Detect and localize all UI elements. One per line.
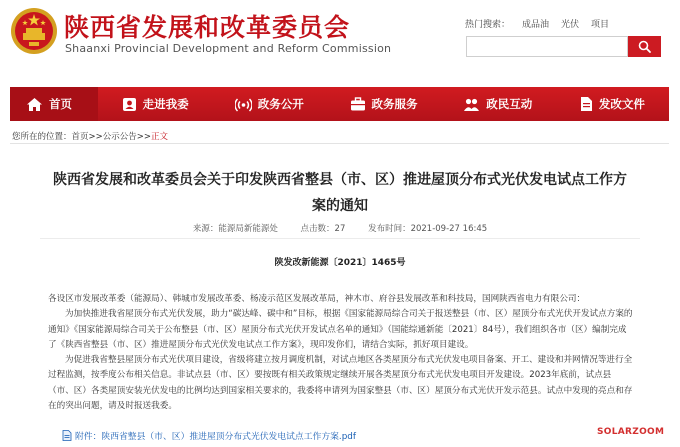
document-number: 陕发改新能源〔2021〕1465号	[274, 258, 406, 268]
main-nav	[10, 87, 669, 121]
attachment-label: 附件：陕西省整县（市、区）推进屋顶分布式光伏发电试点工作方案.pdf	[75, 432, 356, 442]
user-icon	[122, 97, 137, 112]
home-icon	[26, 97, 43, 112]
search-icon	[638, 40, 651, 53]
article-date: 发布时间：2021-09-27 16:45	[368, 224, 488, 234]
breadcrumb-current: 正文	[151, 132, 169, 142]
nav-item-services[interactable]	[326, 87, 440, 121]
site-header	[0, 0, 680, 80]
attachment-link[interactable]	[62, 429, 356, 442]
briefcase-icon	[350, 97, 366, 111]
nav-item-open-government[interactable]	[212, 87, 326, 121]
breadcrumb-home-link[interactable]: 首页	[71, 132, 89, 142]
people-icon	[463, 97, 480, 112]
site-title: 陕西省发展和改革委员会	[64, 13, 351, 42]
breadcrumb	[12, 130, 168, 142]
hot-search	[465, 17, 621, 30]
nav-item-label: 政务公开	[257, 97, 304, 111]
nav-item-label: 走进我委	[142, 97, 189, 111]
article-title	[30, 167, 650, 219]
breadcrumb-section-link[interactable]: 公示公告	[102, 132, 137, 142]
breadcrumb-separator: >>	[136, 132, 152, 142]
article-views: 点击数：27	[300, 224, 346, 234]
broadcast-icon	[235, 97, 252, 112]
article-title-line: 案的通知	[312, 198, 368, 214]
article-title-line: 陕西省发展和改革委员会关于印发陕西省整县（市、区）推进屋顶分布式光伏发电试点工作方	[53, 172, 627, 188]
article-source: 来源：能源局新能源处	[192, 224, 278, 234]
hot-keyword-2[interactable]: 光伏	[561, 20, 580, 30]
divider	[40, 238, 640, 239]
breadcrumb-prefix: 您所在的位置：	[12, 132, 72, 142]
search-button[interactable]	[628, 36, 661, 57]
article-paragraph: 为加快推进我省屋顶分布式光伏发展，助力“碳达峰、碳中和”目标，根据《国家能源局综合司关于报送整县（市、区）屋顶分布式光伏开发试点方案的通知》《国家能源局综合司关于公布整县（市、区）屋顶分布式光伏开发试点名单的通知》（国能综通新能〔2021〕84号），我们组织各市（区）编制完成了《陕西省整县（市、区）推进屋顶分布式光伏发电试点工作方案》，现印发你们，请结合实际，抓好项目建设。	[48, 309, 633, 350]
nav-item-documents[interactable]	[555, 87, 669, 121]
watermark: SOLARZOOM	[597, 427, 665, 437]
nav-item-about[interactable]	[98, 87, 212, 121]
article-paragraph: 各设区市发展改革委（能源局）、韩城市发展改革委、杨凌示范区发展改革局，神木市、府谷县发展改革和科技局，国网陕西省电力有限公司：	[48, 294, 586, 304]
divider	[10, 143, 669, 144]
article-body	[48, 292, 634, 414]
site-subtitle: Shaanxi Provincial Development and Reform Commission	[65, 42, 392, 55]
nav-item-label: 政务服务	[371, 97, 418, 111]
nav-item-label: 发改文件	[598, 97, 645, 111]
article-meta	[0, 222, 680, 234]
nav-item-home[interactable]	[10, 87, 98, 121]
hot-keyword-3[interactable]: 项目	[591, 20, 610, 30]
nav-item-interaction[interactable]	[441, 87, 555, 121]
pdf-icon	[62, 430, 72, 441]
hot-search-label: 热门搜索：	[465, 20, 511, 30]
nav-item-label: 政民互动	[486, 97, 533, 111]
search-input[interactable]	[466, 36, 628, 57]
document-icon	[579, 96, 593, 112]
nav-item-label: 首页	[49, 97, 72, 111]
breadcrumb-separator: >>	[88, 132, 103, 142]
hot-keyword-1[interactable]: 成品油	[522, 20, 550, 30]
article-paragraph: 为促进我省整县屋顶分布式光伏项目建设，省级将建立按月调度机制，对试点地区各类屋顶分布式光伏发电项目备案、开工、建设和并网情况等进行全过程监测，按季度公布相关信息。非试点县（市、区）要按既有相关政策规定继续开展各类屋顶分布式光伏发电项目开发建设。2023年底前，试点县（市、区）各类屋顶安装光伏发电的比例均达到国家相关要求的，我委将申请列为国家整县（市、区）屋顶分布式光伏开发示范县。试点中发现的亮点和存在的突出问题，请及时报送我委。	[48, 355, 633, 412]
national-emblem-icon	[9, 6, 59, 56]
